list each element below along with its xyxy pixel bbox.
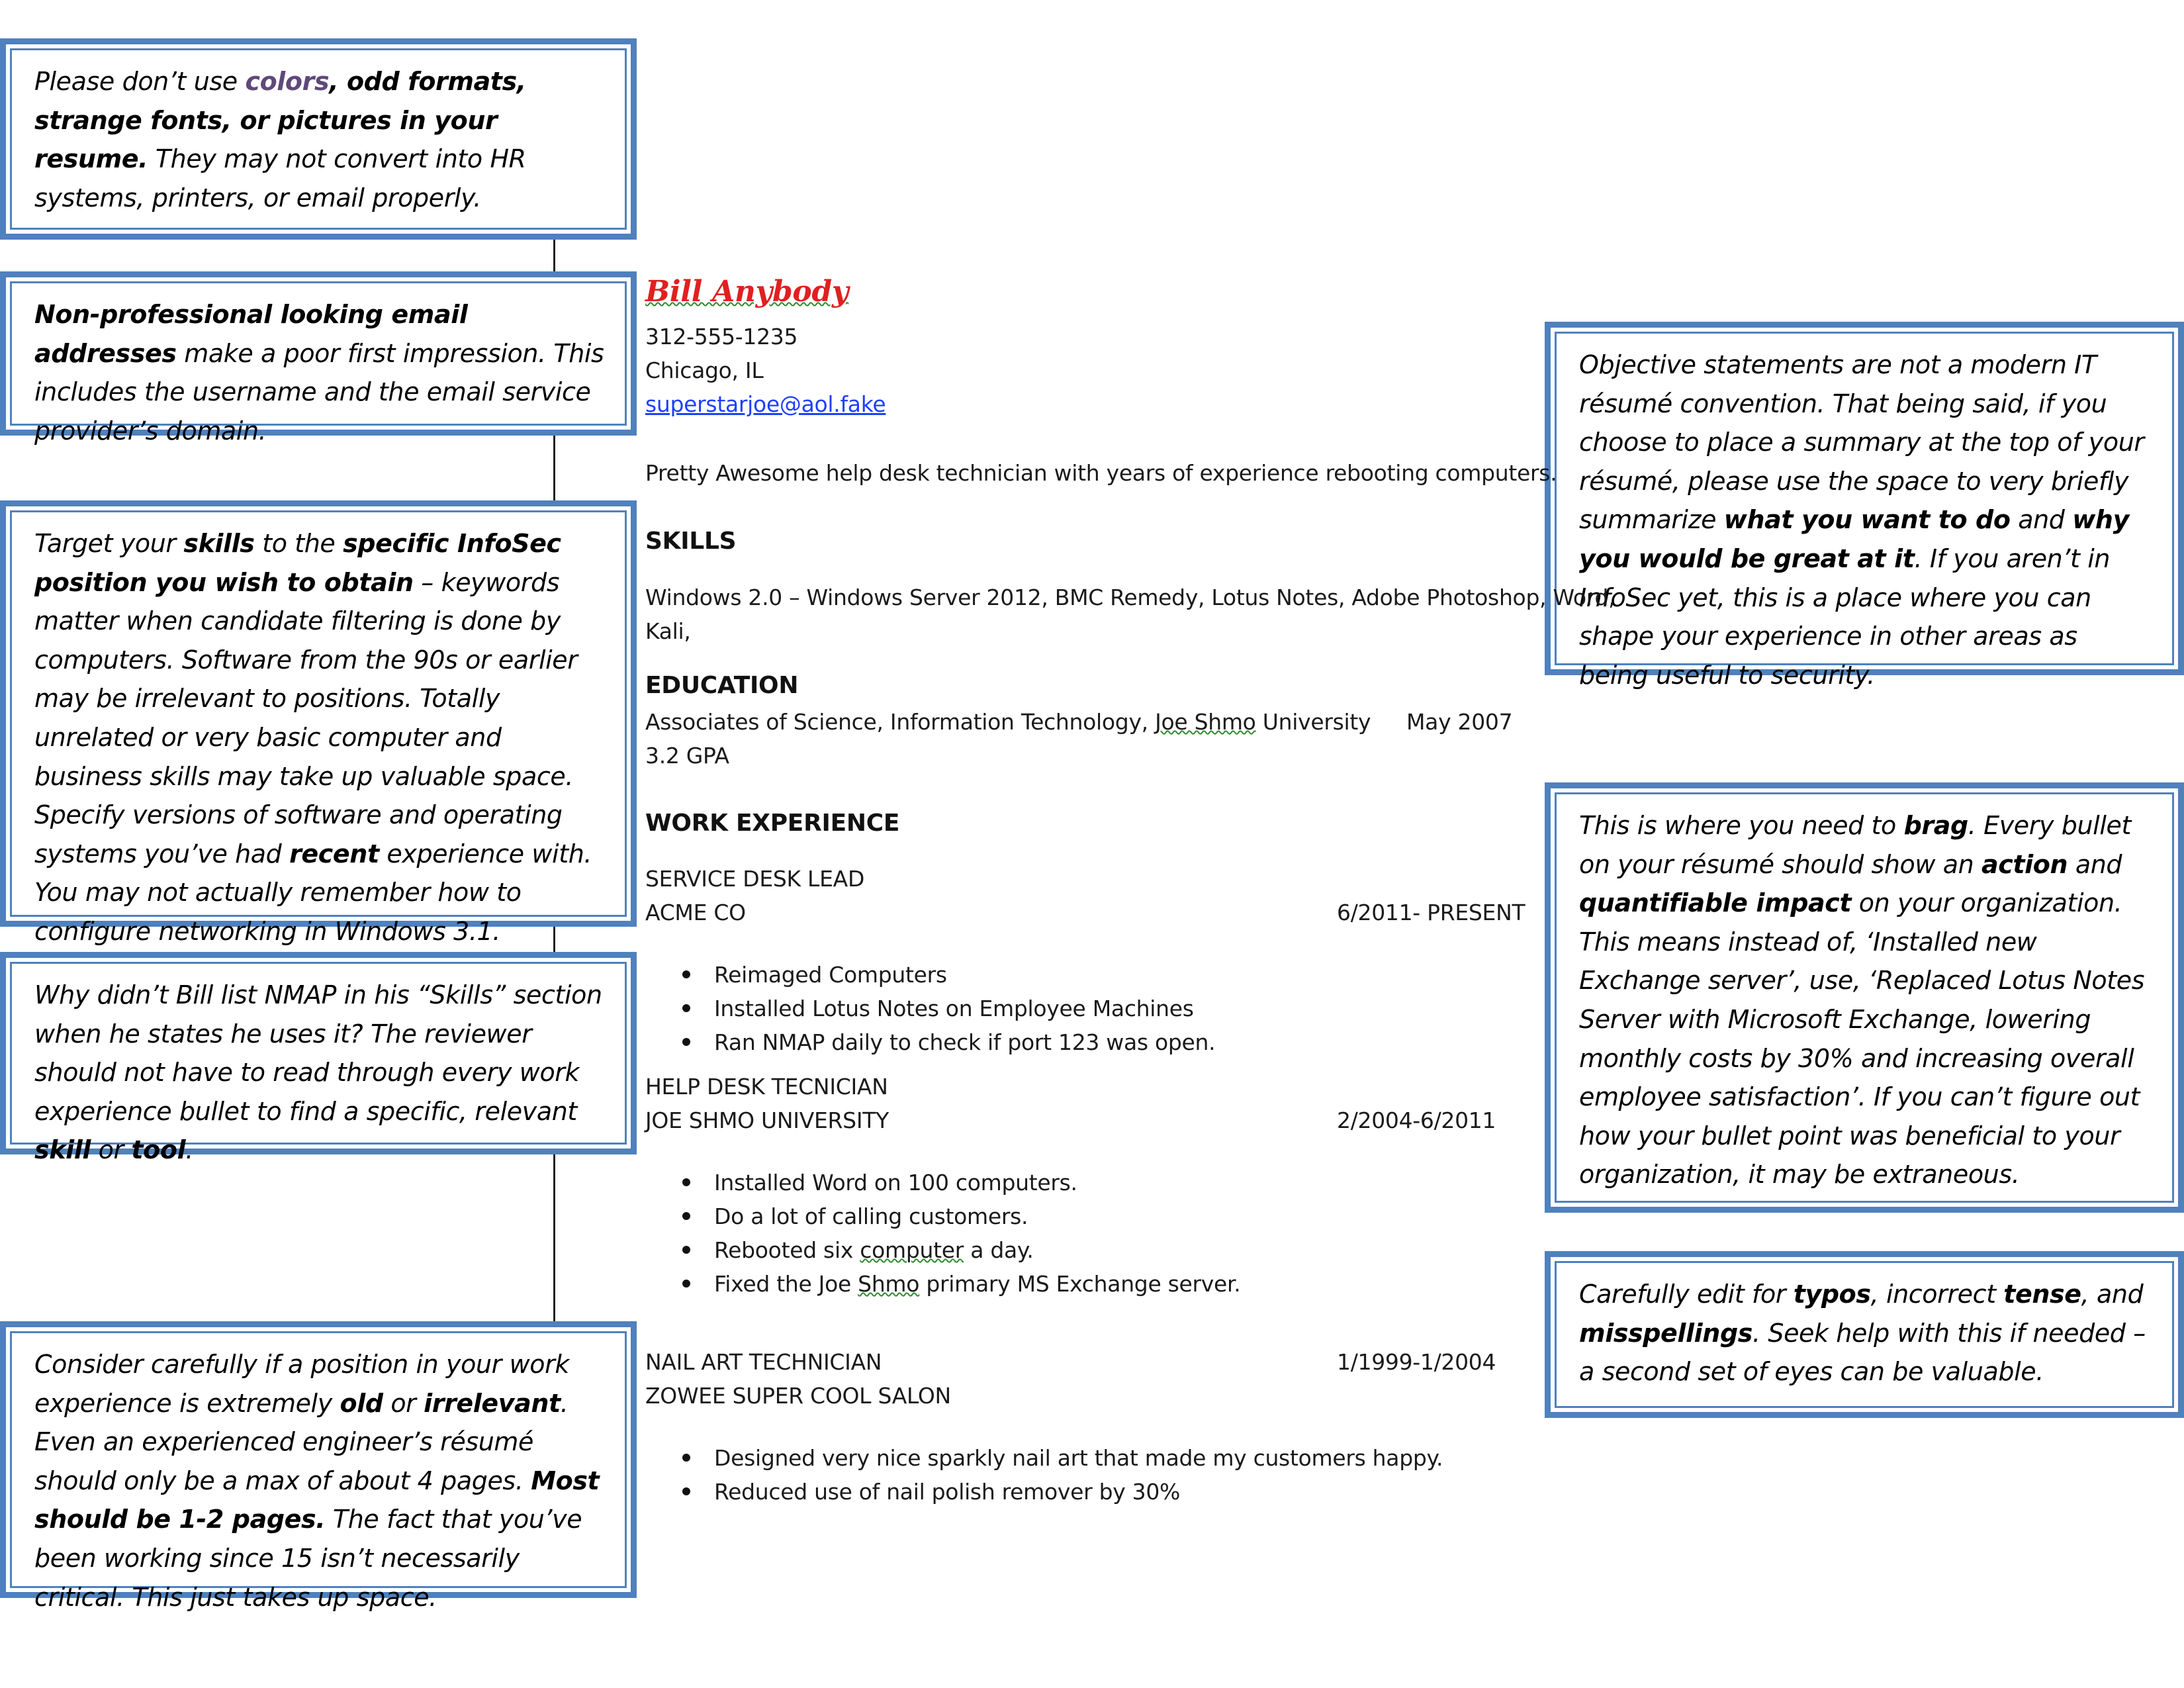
job-bullet: Fixed the Joe Shmo primary MS Exchange server.: [714, 1271, 1241, 1297]
callout-typos: Carefully edit for typos, incorrect tense, and misspellings. Seek help with this if needed – a second set of eyes can be valuable.: [1545, 1251, 2184, 1418]
job-bullet: Designed very nice sparkly nail art that made my customers happy.: [714, 1445, 1443, 1471]
job-bullet: Rebooted six computer a day.: [714, 1237, 1034, 1263]
bullet-icon: [682, 1280, 690, 1288]
job-bullet: Ran NMAP daily to check if port 123 was open.: [714, 1029, 1216, 1055]
job-title: HELP DESK TECNICIAN: [645, 1074, 888, 1100]
callout-brag: This is where you need to brag. Every bullet on your résumé should show an action and quantifiable impact on your organization. This means instead of, ‘Installed new Exchange server’, use, ‘Replaced Lotus Notes Server with Microsoft Exchange, lowering monthly costs by 30% and increasing overall employee satisfaction’. If you can’t figure out how your bullet point was beneficial to your organization, it may be extraneous.: [1545, 782, 2184, 1213]
resume-name: Bill Anybody: [645, 275, 849, 308]
job-title: NAIL ART TECHNICIAN: [645, 1349, 882, 1375]
job-dates: 6/2011- PRESENT: [1337, 900, 1525, 925]
bullet-icon: [682, 1038, 690, 1046]
job-company: JOE SHMO UNIVERSITY: [645, 1107, 889, 1133]
bullet-icon: [682, 1487, 690, 1495]
connector-line: [553, 1150, 555, 1325]
job-title: SERVICE DESK LEAD: [645, 866, 865, 892]
callout-formats: Please don’t use colors, odd formats, strange fonts, or pictures in your resume. They may not convert into HR systems, printers, or email properly.: [0, 38, 637, 240]
resume-phone: 312-555-1235: [645, 324, 798, 350]
bullet-icon: [682, 1212, 690, 1220]
job-bullet: Reimaged Computers: [714, 962, 947, 988]
education-date: May 2007: [1406, 709, 1513, 735]
bullet-icon: [682, 1454, 690, 1462]
bullet-icon: [682, 970, 690, 978]
job-dates: 1/1999-1/2004: [1337, 1349, 1496, 1375]
skills-heading: SKILLS: [645, 528, 737, 555]
job-dates: 2/2004-6/2011: [1337, 1107, 1496, 1133]
bullet-icon: [682, 1178, 690, 1186]
callout-nmap: Why didn’t Bill list NMAP in his “Skills” section when he states he uses it? The reviewer should not have to read through every work experience bullet to find a specific, relevant skill or tool.: [0, 952, 637, 1154]
callout-email: Non-professional looking email addresses make a poor first impression. This includes the username and the email service provider’s domain.: [0, 271, 637, 436]
education-heading: EDUCATION: [645, 672, 799, 699]
resume-location: Chicago, IL: [645, 357, 764, 383]
job-company: ZOWEE SUPER COOL SALON: [645, 1383, 951, 1409]
connector-line: [553, 236, 555, 275]
connector-line: [553, 430, 555, 503]
callout-skills: Target your skills to the specific InfoSec position you wish to obtain – keywords matter when candidate filtering is done by computers. Software from the 90s or earlier may be irrelevant to positions. Totally unrelated or very basic computer and business skills may take up valuable space. Specify versions of software and operating systems you’ve had recent experience with. You may not actually remember how to configure networking in Windows 3.1.: [0, 500, 637, 927]
education-degree: Associates of Science, Information Technology, Joe Shmo University: [645, 709, 1371, 735]
bullet-icon: [682, 1246, 690, 1254]
callout-old-positions: Consider carefully if a position in your work experience is extremely old or irrelevant. Even an experienced engineer’s résumé should only be a max of about 4 pages. Most should be 1-2 pages. The fact that you’ve been working since 15 isn’t necessarily critical. This just takes up space.: [0, 1321, 637, 1598]
education-gpa: 3.2 GPA: [645, 743, 729, 769]
callout-objective: Objective statements are not a modern IT résumé convention. That being said, if you choose to place a summary at the top of your résumé, please use the space to very briefly summarize what you want to do and why you would be great at it. If you aren’t in InfoSec yet, this is a place where you can shape your experience in other areas as being useful to security.: [1545, 322, 2184, 675]
job-bullet: Reduced use of nail polish remover by 30%: [714, 1479, 1181, 1505]
job-bullet: Do a lot of calling customers.: [714, 1203, 1028, 1229]
bullet-icon: [682, 1004, 690, 1012]
skills-line: Kali,: [645, 618, 691, 644]
job-bullet: Installed Lotus Notes on Employee Machines: [714, 996, 1194, 1021]
job-bullet: Installed Word on 100 computers.: [714, 1170, 1077, 1196]
job-company: ACME CO: [645, 900, 746, 925]
resume-email-link[interactable]: superstarjoe@aol.fake: [645, 391, 886, 417]
resume-summary: Pretty Awesome help desk technician with years of experience rebooting computers.: [645, 460, 1557, 486]
connector-line: [553, 923, 555, 955]
work-heading: WORK EXPERIENCE: [645, 810, 900, 837]
skills-line: Windows 2.0 – Windows Server 2012, BMC Remedy, Lotus Notes, Adobe Photoshop, Word,: [645, 585, 1615, 610]
